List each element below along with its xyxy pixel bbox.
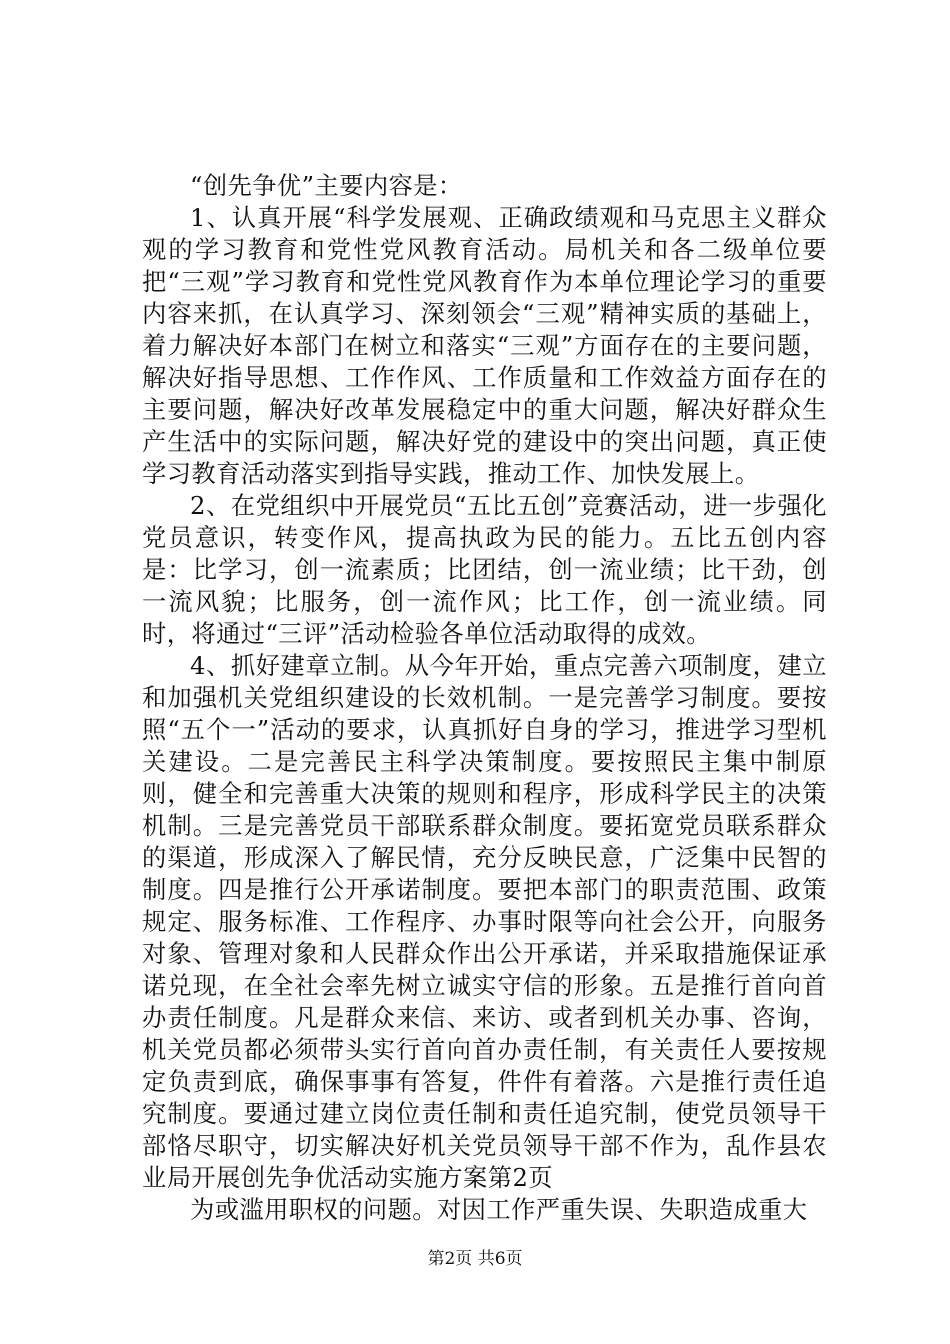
paragraph-item-1: 1、认真开展“科学发展观、正确政绩观和马克思主义群众观的学习教育和党性党风教育活动。局机关和各二级单位要把“三观”学习教育和党性党风教育作为本单位理论学习的重要内容来抓，在认真学习、深刻领会“三观”精神实质的基础上，着力解决好本部门在树立和落实“三观”方面存在的主要问题，解决好指导思想、工作作风、工作质量和工作效益方面存在的主要问题，解决好改革发展稳定中的重大问题，解决好群众生产生活中的实际问题，解决好党的建设中的突出问题，真正使学习教育活动落实到指导实践，推动工作、加快发展上。: [142, 203, 827, 488]
page-footer: 第2页 共6页: [427, 1249, 523, 1269]
paragraph-continuation: 为或滥用职权的问题。对因工作严重失误、失职造成重大: [190, 1195, 808, 1224]
paragraph-item-2: 2、在党组织中开展党员“五比五创”竞赛活动，进一步强化党员意识，转变作风，提高执政为民的能力。五比五创内容是：比学习，创一流素质；比团结，创一流业绩；比干劲，创一流风貌；比服务，创一流作风；比工作，创一流业绩。同时，将通过“三评”活动检验各单位活动取得的成效。: [142, 491, 827, 648]
document-body: [142, 170, 827, 1226]
paragraph-heading: “创先争优”主要内容是：: [190, 171, 463, 200]
paragraph-item-4: 4、抓好建章立制。从今年开始，重点完善六项制度，建立和加强机关党组织建设的长效机制。一是完善学习制度。要按照“五个一”活动的要求，认真抓好自身的学习，推进学习型机关建设。二是完善民主科学决策制度。要按照民主集中制原则，健全和完善重大决策的规则和程序，形成科学民主的决策机制。三是完善党员干部联系群众制度。要拓宽党员联系群众的渠道，形成深入了解民情，充分反映民意，广泛集中民智的制度。四是推行公开承诺制度。要把本部门的职责范围、政策规定、服务标准、工作程序、办事时限等向社会公开，向服务对象、管理对象和人民群众作出公开承诺，并采取措施保证承诺兑现，在全社会率先树立诚实守信的形象。五是推行首向首办责任制度。凡是群众来信、来访、或者到机关办事、咨询，机关党员都必须带头实行首向首办责任制，有关责任人要按规定负责到底，确保事事有答复，件件有着落。六是推行责任追究制度。要通过建立岗位责任制和责任追究制，使党员领导干部恪尽职守，切实解决好机关党员领导干部不作为，乱作县农业局开展创先争优活动实施方案第2页: [142, 651, 827, 1192]
